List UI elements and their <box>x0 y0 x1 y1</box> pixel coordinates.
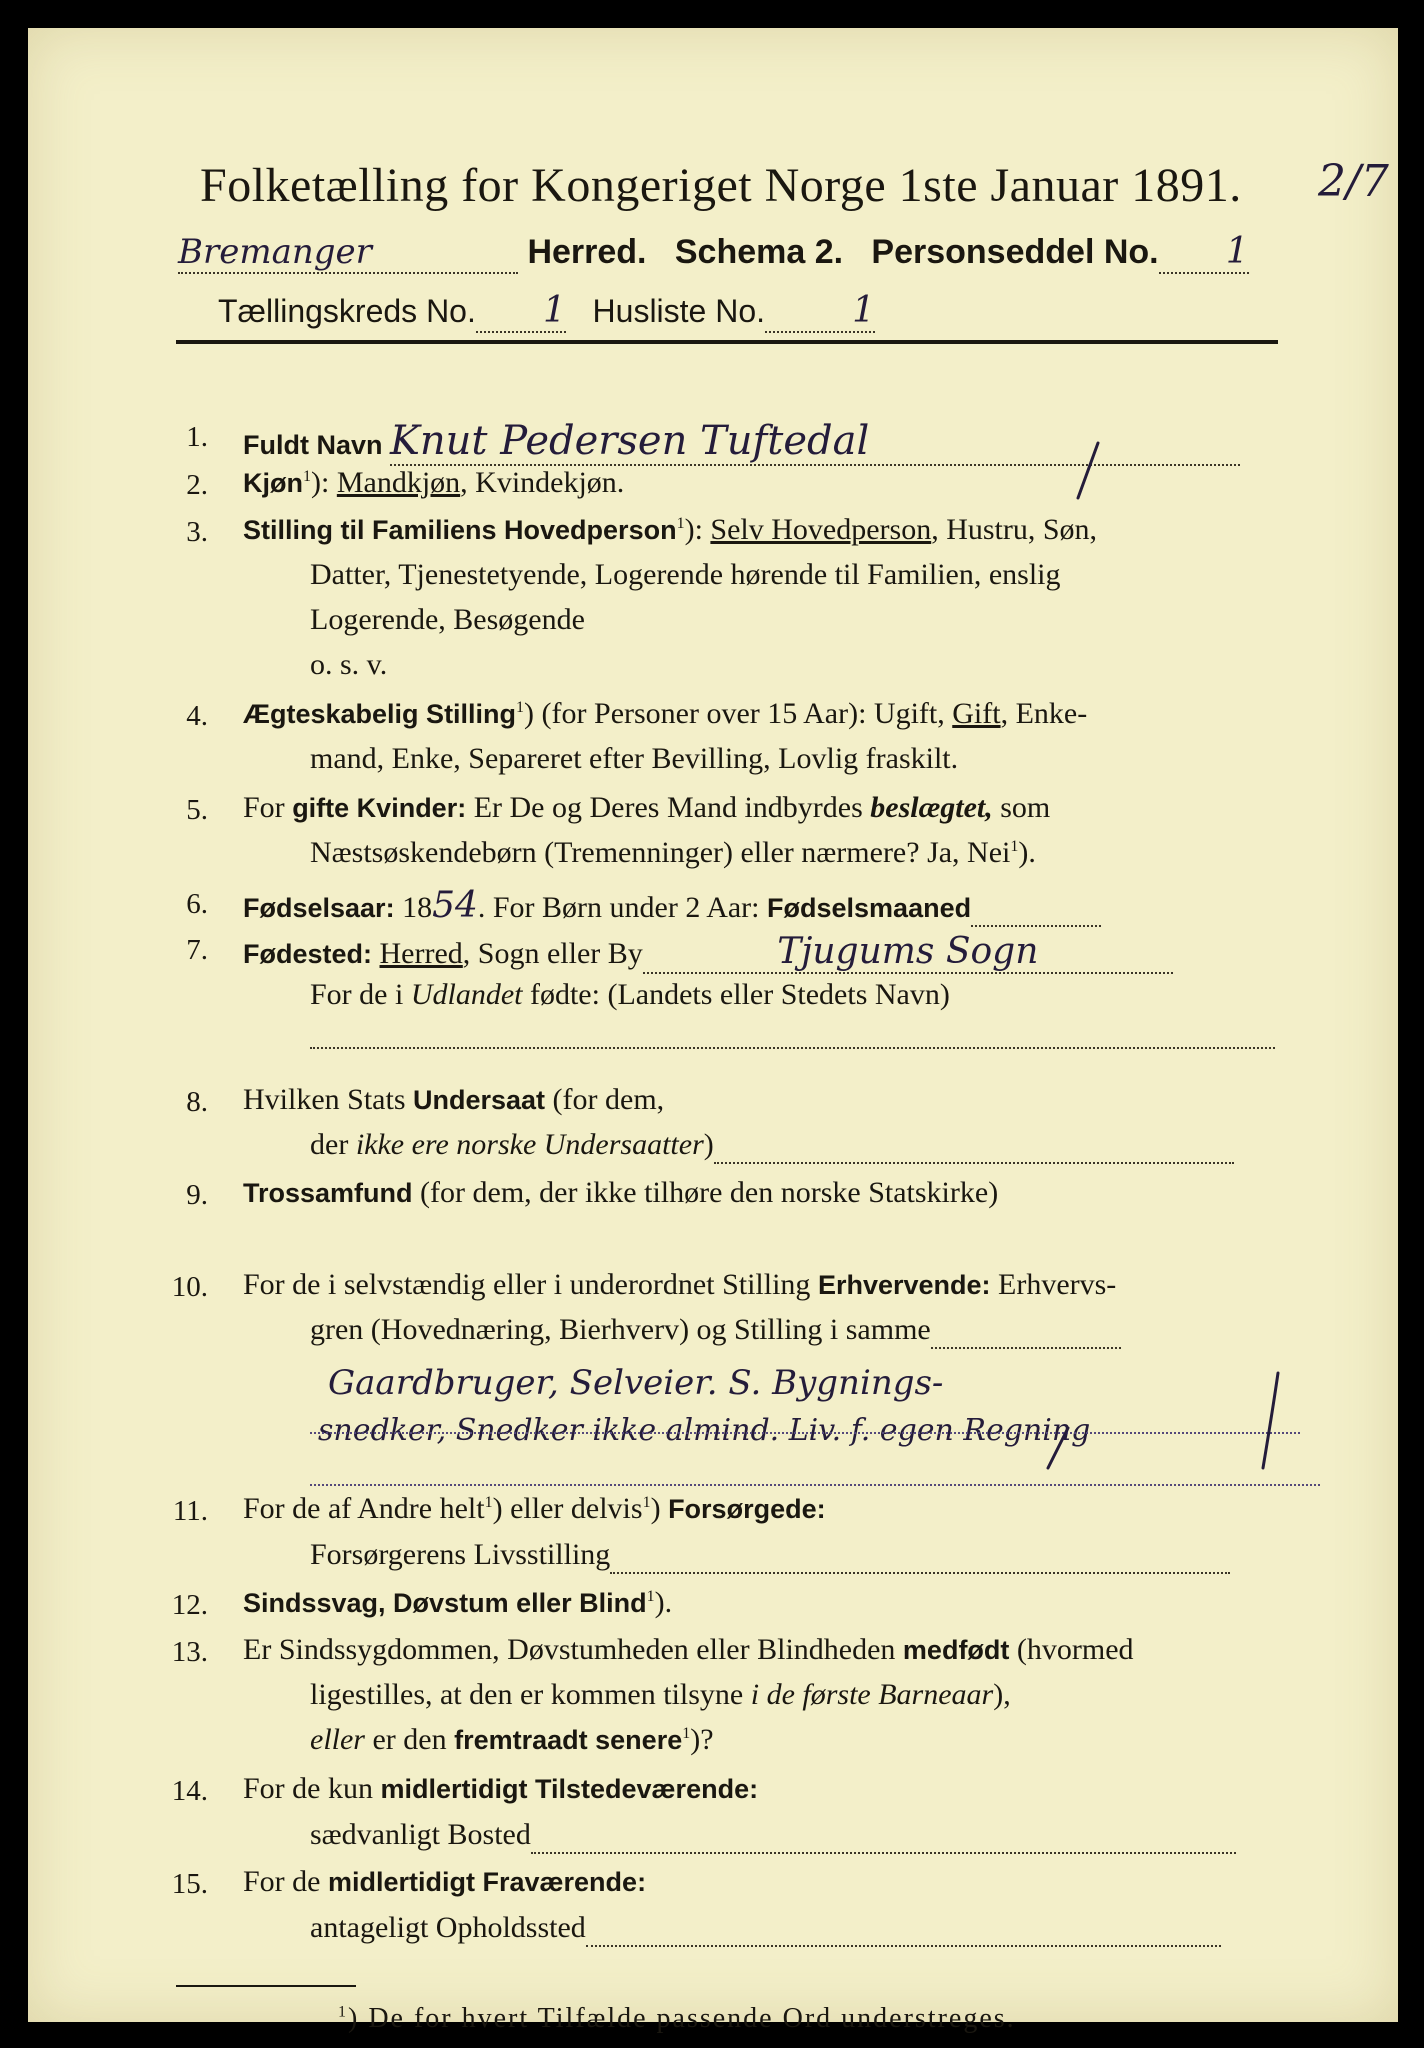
herred-value: Bremanger <box>178 232 518 274</box>
item-15-line-2: antageligt Opholdssted <box>310 1911 1221 1947</box>
item-6-value: 54 <box>432 885 478 926</box>
item-14-number: 14. <box>171 1775 208 1807</box>
item-6-number: 6. <box>186 888 208 920</box>
item-7-selected-option: Herred <box>379 937 463 970</box>
item-15-row: For de midlertidigt Fraværende: <box>243 1865 647 1898</box>
taellingskreds-value: 1 <box>476 290 566 333</box>
item-11-line-2: Forsørgerens Livsstilling <box>310 1538 1230 1574</box>
herred-label: Herred. <box>527 233 647 271</box>
item-3-line-2: Datter, Tjenestetyende, Logerende hørende til Familien, enslig <box>310 558 1061 591</box>
item-2-row: Kjøn$^1$): Mandkjøn, Kvindekjøn. <box>243 466 625 499</box>
item-10-hand-line-2: snedker, Snedker ikke almind. Liv. f. egen Regning <box>318 1413 1091 1448</box>
item-12-label: Sindssvag, Døvstum eller Blind <box>243 1588 647 1618</box>
item-7-line-2: For de i Udlandet fødte: (Landets eller Stedets Navn) <box>310 978 950 1011</box>
item-7-value: Tjugums Sogn <box>643 931 1173 974</box>
item-13-line-2: ligestilles, at den er kommen tilsyne i de første Barneaar), <box>310 1678 1011 1711</box>
schema-label: Schema 2. <box>674 233 844 271</box>
item-9-row: Trossamfund (for dem, der ikke tilhøre den norske Statskirke) <box>243 1176 999 1209</box>
item-8-number: 8. <box>186 1086 208 1118</box>
item-13-line-3: eller er den fremtraadt senere$^1$)? <box>310 1723 714 1756</box>
taellingskreds-label: Tællingskreds No. <box>218 293 476 329</box>
item-6-label: Fødselsaar: <box>243 893 395 923</box>
item-8-line-2: der ikke ere norske Undersaatter) <box>310 1128 1234 1164</box>
item-13-row: Er Sindssygdommen, Døvstumheden eller Blindheden medfødt (hvormed <box>243 1633 1134 1666</box>
item-10-number: 10. <box>171 1271 208 1303</box>
item-7-row: Fødested: Herred, Sogn eller By Tjugums Sogn <box>243 931 1173 974</box>
item-7-label: Fødested: <box>243 939 373 969</box>
item-6-label-2: Fødselsmaaned <box>767 893 972 923</box>
item-10-blank-line-1 <box>310 1398 1300 1434</box>
item-3-line-3: Logerende, Besøgende <box>310 603 585 636</box>
herred-line <box>178 231 1249 274</box>
personseddel-value: 1 <box>1159 231 1249 274</box>
item-15-number: 15. <box>171 1868 208 1900</box>
item-8-label: Undersaat <box>413 1085 546 1115</box>
item-3-number: 3. <box>186 516 208 548</box>
item-11-label: Forsørgede: <box>668 1494 826 1524</box>
item-3-selected-option: Selv Hovedperson <box>710 513 932 546</box>
item-8-row: Hvilken Stats Undersaat (for dem, <box>243 1083 665 1116</box>
item-1-number: 1. <box>186 421 208 453</box>
item-1-label: Fuldt Navn <box>243 430 383 460</box>
item-4-label: Ægteskabelig Stilling <box>243 699 517 729</box>
item-1-row <box>243 418 1240 466</box>
item-14-line-2: sædvanligt Bosted <box>310 1818 1236 1854</box>
item-3-label: Stilling til Familiens Hovedperson <box>243 515 677 545</box>
personseddel-label: Personseddel No. <box>871 233 1159 271</box>
item-13-label: medfødt <box>902 1635 1010 1665</box>
item-4-row: Ægteskabelig Stilling$^1$) (for Personer over 15 Aar): Ugift, Gift, Enke- <box>243 697 1088 730</box>
footnote: $^1$) De for hvert Tilfælde passende Ord understreges. <box>338 2003 1016 2034</box>
item-6-row: Fødselsaar: 1854. For Børn under 2 Aar: Fødselsmaaned <box>243 885 1101 927</box>
form-title: Folketælling for Kongeriget Norge 1ste Januar 1891. <box>200 159 1242 212</box>
item-11-row: For de af Andre helt$^1$) eller delvis$^1$) Forsørgede: <box>243 1492 826 1525</box>
item-13-number: 13. <box>171 1636 208 1668</box>
item-7-blank-line <box>310 1013 1275 1049</box>
item-9-label: Trossamfund <box>243 1178 413 1208</box>
item-11-number: 11. <box>172 1495 208 1527</box>
husliste-label: Husliste No. <box>592 293 766 329</box>
item-9-number: 9. <box>186 1179 208 1211</box>
item-15-label: midlertidigt Fraværende: <box>328 1867 647 1897</box>
item-10-blank-line-2 <box>310 1450 1320 1486</box>
item-1-value: Knut Pedersen Tuftedal <box>390 418 1240 466</box>
item-7-number: 7. <box>186 934 208 966</box>
item-4-selected-option: Gift <box>952 697 1001 730</box>
item-10-row: For de i selvstændig eller i underordnet Stilling Erhvervende: Erhvervs- <box>243 1268 1117 1301</box>
husliste-value: 1 <box>765 290 875 333</box>
item-5-row: For gifte Kvinder: Er De og Deres Mand indbyrdes beslægtet, som <box>243 791 1051 824</box>
item-4-number: 4. <box>186 700 208 732</box>
item-14-label: midlertidigt Tilstedeværende: <box>380 1774 759 1804</box>
item-3-line-4: o. s. v. <box>310 648 388 681</box>
item-12-number: 12. <box>171 1589 208 1621</box>
item-10-label: Erhvervende: <box>817 1270 991 1300</box>
item-2-number: 2. <box>186 469 208 501</box>
corner-mark: 2/7 <box>1318 156 1389 207</box>
item-5-number: 5. <box>186 794 208 826</box>
item-5-label: gifte Kvinder: <box>292 793 467 823</box>
taellingskreds-line <box>218 290 875 333</box>
header-rule <box>176 340 1278 344</box>
census-form-sheet <box>28 28 1398 2034</box>
item-5-line-2: Næstsøskendebørn (Tremenninger) eller nærmere? Ja, Nei$^1$). <box>310 836 1036 869</box>
item-2-selected-option: Mandkjøn <box>336 466 461 499</box>
item-2-label: Kjøn <box>243 468 303 498</box>
item-10-hand-line-1: Gaardbruger, Selveier. S. Bygnings- <box>328 1363 944 1403</box>
item-3-row: Stilling til Familiens Hovedperson$^1$): Selv Hovedperson, Hustru, Søn, <box>243 513 1098 546</box>
item-14-row: For de kun midlertidigt Tilstedeværende: <box>243 1772 759 1805</box>
footnote-rule <box>176 1985 356 1987</box>
item-12-row: Sindssvag, Døvstum eller Blind$^1$). <box>243 1586 673 1619</box>
item-4-line-2: mand, Enke, Separeret efter Bevilling, Lovlig fraskilt. <box>310 742 959 775</box>
item-10-line-2: gren (Hovednæring, Bierhverv) og Stilling i samme <box>310 1313 1121 1349</box>
